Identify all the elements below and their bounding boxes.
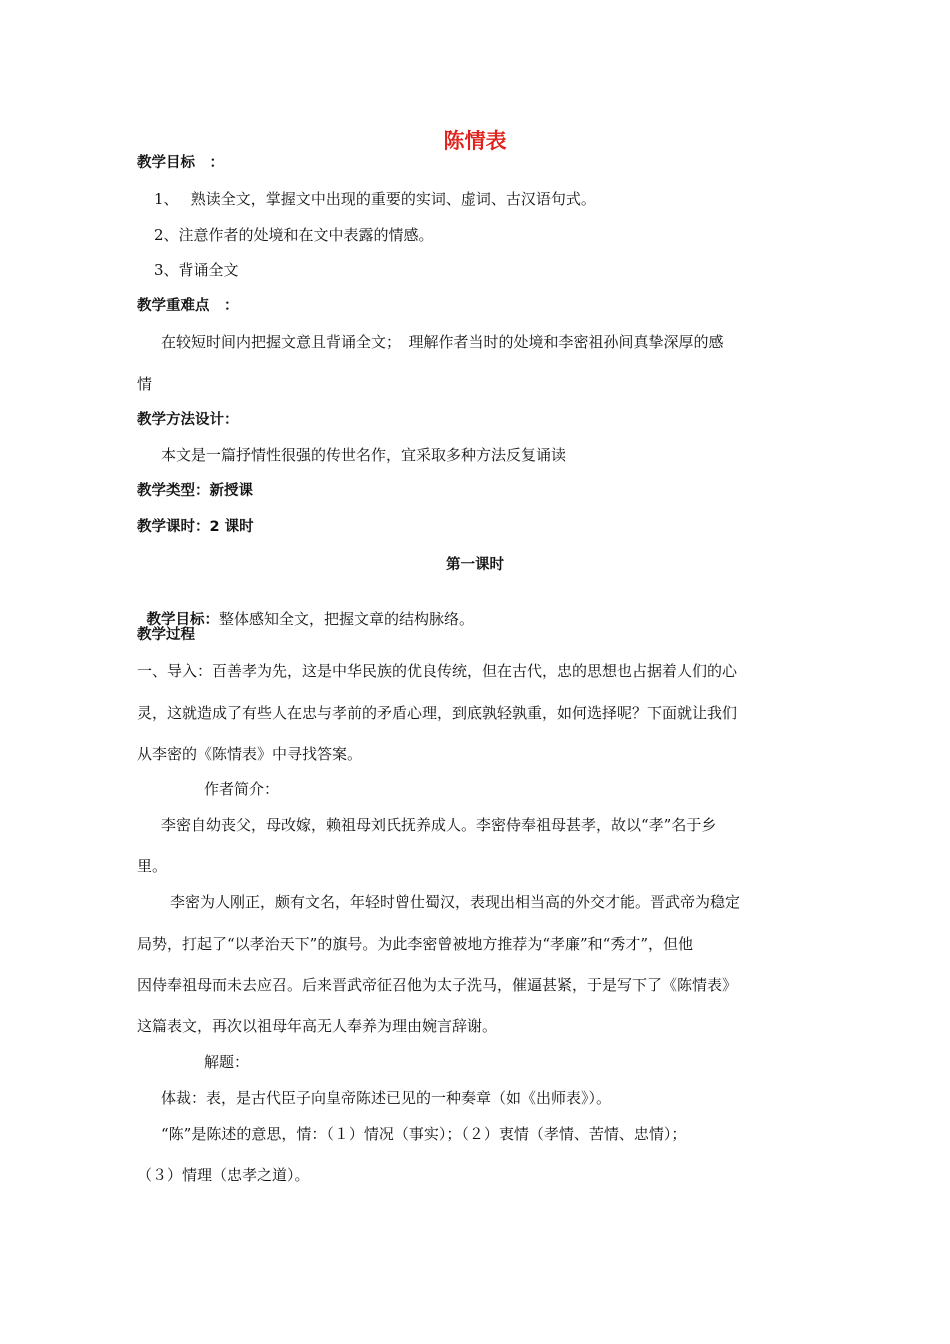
objectives-heading: 教学目标 ： xyxy=(137,155,224,171)
author-heading: 作者简介： xyxy=(204,780,280,798)
lesson-type: 教学类型：新授课 xyxy=(137,483,253,499)
author-p2-line-1: 李密为人刚正，颇有文名，年轻时曾仕蜀汉，表现出相当高的外交才能。晋武帝为稳定 xyxy=(170,893,741,911)
author-p2-line-2: 局势，打起了“以孝治天下”的旗号。为此李密曾被地方推荐为“孝廉”和“秀才”，但他 xyxy=(137,935,694,953)
intro-line-3: 从李密的《陈情表》中寻找答案。 xyxy=(137,745,363,763)
genre-line: 体裁：表，是古代臣子向皇帝陈述已见的一种奏章（如《出师表》）。 xyxy=(161,1089,612,1107)
document-title: 陈情表 xyxy=(443,129,507,153)
lesson1-goal xyxy=(137,589,474,630)
author-p2-line-4: 这篇表文，再次以祖母年高无人奉养为理由婉言辞谢。 xyxy=(137,1017,498,1035)
title-explanation-heading: 解题： xyxy=(204,1053,250,1071)
lesson1-goal-text: 整体感知全文，把握文章的结构脉络。 xyxy=(219,610,475,628)
method-heading: 教学方法设计： xyxy=(137,412,239,428)
lesson-hours: 教学课时：2 课时 xyxy=(137,519,254,535)
chen-line-2: （３）情理（忠孝之道）。 xyxy=(137,1166,310,1184)
objective-item-2: 2、注意作者的处境和在文中表露的情感。 xyxy=(154,226,434,244)
objective-item-3: 3、背诵全文 xyxy=(154,261,239,279)
author-p1-line-2: 里。 xyxy=(137,857,168,875)
objective-item-1: 1、 熟读全文，掌握文中出现的重要的实词、虚词、古汉语句式。 xyxy=(154,190,596,208)
method-text: 本文是一篇抒情性很强的传世名作，宜采取多种方法反复诵读 xyxy=(161,446,567,464)
chen-line-1: “陈”是陈述的意思，情：（１）情况（事实）；（２）衷情（孝情、苦情、忠情）； xyxy=(161,1125,687,1143)
author-p1-line-1: 李密自幼丧父，母改嫁，赖祖母刘氏抚养成人。李密侍奉祖母甚孝，故以“孝”名于乡 xyxy=(161,816,717,834)
key-points-line-1: 在较短时间内把握文意且背诵全文； 理解作者当时的处境和李密祖孙间真挚深厚的感 xyxy=(161,333,724,351)
lesson1-heading: 第一课时 xyxy=(446,557,504,573)
author-p2-line-3: 因侍奉祖母而未去应召。后来晋武帝征召他为太子洗马，催逼甚紧，于是写下了《陈情表》 xyxy=(137,976,738,994)
intro-line-1: 一、导入：百善孝为先，这是中华民族的优良传统，但在古代，忠的思想也占据着人们的心 xyxy=(137,662,738,680)
intro-line-2: 灵，这就造成了有些人在忠与孝前的矛盾心理，到底孰轻孰重，如何选择呢？下面就让我们 xyxy=(137,704,738,722)
lesson1-goal-label: 教学目标： xyxy=(146,612,220,628)
key-points-line-2: 情 xyxy=(137,375,153,393)
key-points-heading: 教学重难点 ： xyxy=(137,298,239,314)
process-heading: 教学过程 xyxy=(137,627,195,643)
